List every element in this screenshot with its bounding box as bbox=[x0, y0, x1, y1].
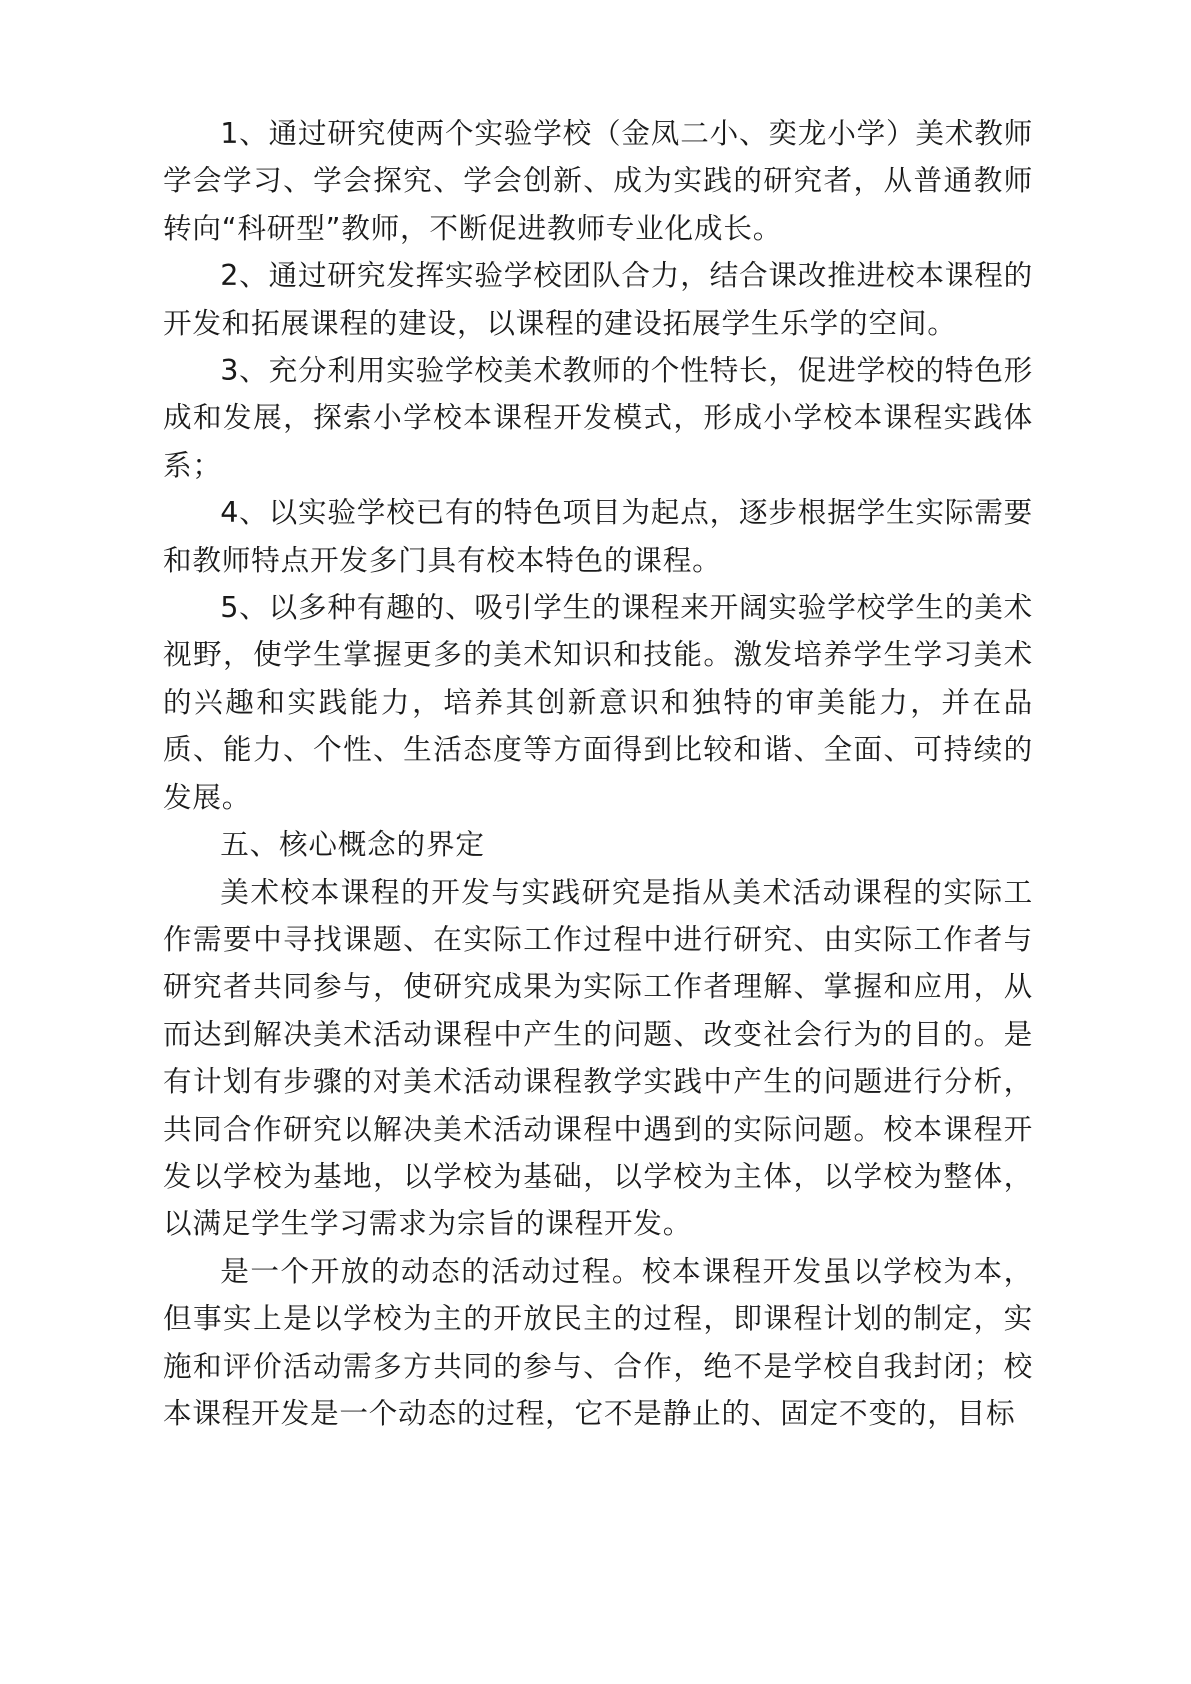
paragraph-goal-1: 1、通过研究使两个实验学校（金凤二小、奕龙小学）美术教师学会学习、学会探究、学会创新、成为实践的研究者，从普通教师转向“科研型”教师，不断促进教师专业化成长。 bbox=[163, 116, 1033, 245]
paragraph-goal-4: 4、以实验学校已有的特色项目为起点，逐步根据学生实际需要和教师特点开发多门具有校本特色的课程。 bbox=[163, 495, 1033, 577]
paragraph-goal-5: 5、以多种有趣的、吸引学生的课程来开阔实验学校学生的美术视野，使学生掌握更多的美术知识和技能。激发培养学生学习美术的兴趣和实践能力，培养其创新意识和独特的审美能力，并在品质、能力、个性、生活态度等方面得到比较和谐、全面、可持续的发展。 bbox=[163, 590, 1033, 814]
paragraph-goal-3: 3、充分利用实验学校美术教师的个性特长，促进学校的特色形成和发展，探索小学校本课程开发模式，形成小学校本课程实践体系； bbox=[163, 353, 1033, 482]
document-body bbox=[163, 110, 1033, 1437]
paragraph-goal-2: 2、通过研究发挥实验学校团队合力，结合课改推进校本课程的开发和拓展课程的建设，以课程的建设拓展学生乐学的空间。 bbox=[163, 258, 1033, 340]
paragraph-process: 是一个开放的动态的活动过程。校本课程开发虽以学校为本，但事实上是以学校为主的开放民主的过程，即课程计划的制定，实施和评价活动需多方共同的参与、合作，绝不是学校自我封闭；校本课程开发是一个动态的过程，它不是静止的、固定不变的，目标 bbox=[163, 1253, 1033, 1430]
section-heading: 五、核心概念的界定 bbox=[220, 827, 485, 862]
paragraph-definition: 美术校本课程的开发与实践研究是指从美术活动课程的实际工作需要中寻找课题、在实际工作过程中进行研究、由实际工作者与研究者共同参与，使研究成果为实际工作者理解、掌握和应用，从而达到解决美术活动课程中产生的问题、改变社会行为的目的。是有计划有步骤的对美术活动课程教学实践中产生的问题进行分析，共同合作研究以解决美术活动课程中遇到的实际问题。校本课程开发以学校为基地，以学校为基础，以学校为主体，以学校为整体，以满足学生学习需求为宗旨的课程开发。 bbox=[163, 874, 1033, 1241]
